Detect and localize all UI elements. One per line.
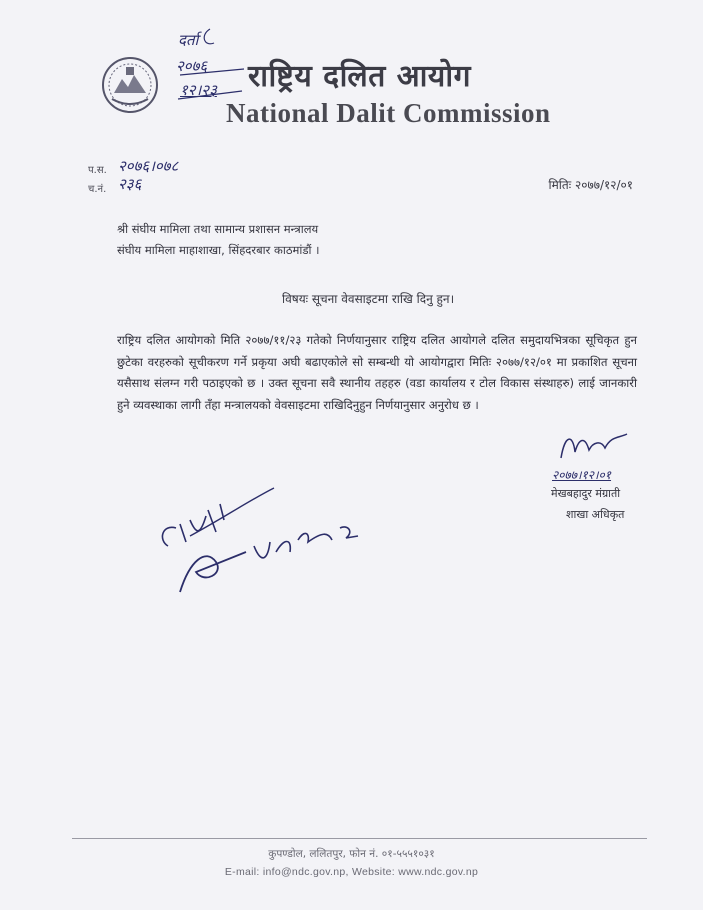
cn-label: च.नं. bbox=[88, 184, 107, 195]
addressee-line2: संघीय मामिला माहाशाखा, सिंहदरबार काठमांडौं । bbox=[117, 243, 320, 257]
letter-body: राष्ट्रिय दलित आयोगको मिति २०७७/११/२३ गतेको निर्णयानुसार राष्ट्रिय दलित आयोगले दलित समुदायभित्रका सूचिकृत हुन छुटेका वरहरुको सूचीकरण गर्ने प्रकृया अघी बढाएकोले सो सम्बन्धी यो आयोगद्वारा मितिः २०७७/१२/०१ मा प्रकाशित सूचना यसैसाथ संलग्न गरी पठाइएको छ । उक्त सूचना सवै स्थानीय तहहरु (वडा कार्यालय र टोल विकास संस्थाहरु) लाई जानकारी हुने व्यवस्थाका लागी तँहा मन्त्रालयको वेवसाइटमा राखिदिनुहुन निर्णयानुसार अनुरोध छ । bbox=[117, 333, 637, 412]
ps-value: २०७६।०७८ bbox=[118, 157, 179, 175]
signature-date: २०७७।१२।०१ bbox=[552, 468, 612, 482]
ps-label: प.स. bbox=[88, 165, 107, 176]
officer-signature bbox=[555, 428, 635, 468]
stamp-scribble bbox=[170, 25, 250, 105]
letter-subject: विषयः सूचना वेवसाइटमा राखि दिनु हुन। bbox=[282, 292, 455, 306]
receipt-stamp-line2: २०७६ bbox=[176, 57, 208, 75]
footer-divider bbox=[72, 838, 647, 839]
cn-value: २३६ bbox=[118, 175, 142, 193]
handwritten-annotation bbox=[150, 480, 370, 610]
signatory-name: मेखबहादुर मंग्राती bbox=[551, 487, 621, 500]
government-emblem-icon bbox=[100, 55, 160, 115]
receipt-stamp-line3: १२।२३ bbox=[180, 81, 217, 99]
footer-address: कुपण्डोल, ललितपुर, फोन नं. ०१-५५५१०३१ bbox=[268, 848, 435, 860]
footer-contact: E-mail: info@ndc.gov.np, Website: www.ndc.gov.np bbox=[224, 866, 479, 878]
receipt-stamp-line1: दर्ता bbox=[178, 31, 199, 49]
letterhead-title-english: National Dalit Commission bbox=[226, 98, 551, 128]
signatory-title: शाखा अधिकृत bbox=[566, 508, 625, 521]
letter-date: मितिः २०७७/१२/०१ bbox=[548, 178, 633, 192]
addressee-line1: श्री संघीय मामिला तथा सामान्य प्रशासन मन्त्रालय bbox=[117, 222, 319, 236]
letterhead-title-nepali: राष्ट्रिय दलित आयोग bbox=[248, 59, 471, 94]
